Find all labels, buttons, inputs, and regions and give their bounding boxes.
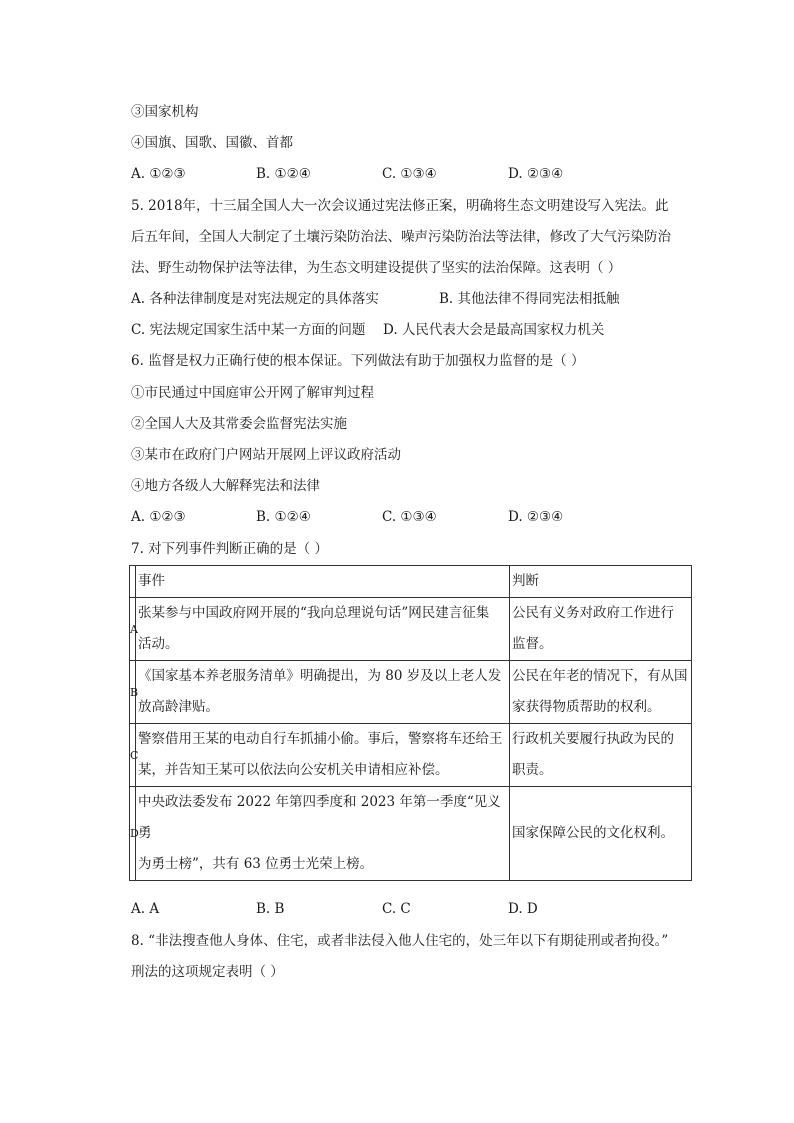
q7-row-event-line: 张某参与中国政府网开展的“我向总理说句话”网民建言征集 [138, 605, 490, 621]
q7-row-judge-line: 行政机关要履行执政为民的 [512, 731, 674, 747]
q4-option-c: C. ①③④ [382, 166, 437, 182]
q6-option-a: A. ①②③ [131, 509, 186, 525]
q7-row-event-line: 活动。 [138, 636, 179, 652]
q7-option-d: D. D [508, 901, 538, 917]
q7-table-row-a [130, 598, 692, 661]
q6-option-d: D. ②③④ [508, 509, 564, 525]
q7-row-event-line: 警察借用王某的电动自行车抓捕小偷。事后，警察将车还给王 [138, 731, 503, 747]
q4-option-a: A. ①②③ [131, 166, 186, 182]
q8-stem-line-2: 刑法的这项规定表明（ ） [131, 964, 284, 980]
q5-option-a: A. 各种法律制度是对宪法规定的具体落实 [131, 291, 379, 307]
q4-option-d: D. ②③④ [508, 166, 564, 182]
q4-item-3: ③国家机构 [131, 104, 199, 120]
q5-stem-line-3: 法、野生动物保护法等法律，为生态文明建设提供了坚实的法治保障。这表明（ ） [131, 260, 622, 276]
q4-option-b: B. ①②④ [256, 166, 311, 182]
q7-table [129, 565, 692, 881]
q7-row-judge [510, 724, 692, 787]
q6-item-1: ①市民通过中国庭审公开网了解审判过程 [131, 385, 374, 401]
q7-row-judge-line: 监督。 [512, 636, 553, 652]
q7-row-judge-line: 职责。 [512, 762, 553, 778]
q7-row-judge-line: 公民在年老的情况下，有从国 [512, 668, 688, 684]
q8-stem-line-1: 8. “非法搜查他人身体、住宅，或者非法侵入他人住宅的，处三年以下有期徒刑或者拘役。” [131, 933, 669, 949]
q6-option-c: C. ①③④ [382, 509, 437, 525]
q7-row-event-line: 为勇士榜”，共有 63 位勇士光荣上榜。 [138, 856, 374, 872]
q6-item-3: ③某市在政府门户网站开展网上评议政府活动 [131, 447, 401, 463]
q7-row-event [136, 787, 510, 881]
q7-row-label: C [130, 724, 136, 787]
q7-table-row-d [130, 787, 692, 881]
q7-row-judge-line: 公民有义务对政府工作进行 [512, 605, 674, 621]
q6-stem: 6. 监督是权力正确行使的根本保证。下列做法有助于加强权力监督的是（ ） [131, 353, 585, 369]
q5-option-c: C. 宪法规定国家生活中某一方面的问题 [131, 322, 366, 338]
q7-option-a: A. A [131, 901, 160, 917]
q6-option-b: B. ①②④ [256, 509, 311, 525]
q7-option-c: C. C [382, 901, 411, 917]
q7-row-judge-line: 国家保障公民的文化权利。 [512, 825, 674, 841]
q7-table-header-judge: 判断 [510, 566, 692, 598]
q7-row-judge-line: 家获得物质帮助的权利。 [512, 699, 661, 715]
q7-table-header-event: 事件 [136, 566, 510, 598]
q7-row-event-line: 放高龄津贴。 [138, 699, 219, 715]
q4-item-4: ④国旗、国歌、国徽、首都 [131, 135, 293, 151]
q7-row-event [136, 661, 510, 724]
q7-row-label: B [130, 661, 136, 724]
q7-table-row-b [130, 661, 692, 724]
q6-item-2: ②全国人大及其常委会监督宪法实施 [131, 416, 347, 432]
q7-stem: 7. 对下列事件判断正确的是（ ） [131, 541, 328, 557]
q7-row-event-line: 《国家基本养老服务清单》明确提出，为 80 岁及以上老人发 [138, 668, 502, 684]
q5-option-b: B. 其他法律不得同宪法相抵触 [439, 291, 620, 307]
q6-item-4: ④地方各级人大解释宪法和法律 [131, 478, 320, 494]
q7-row-label: A [130, 598, 136, 661]
q7-row-event [136, 724, 510, 787]
q7-table-row-c [130, 724, 692, 787]
q5-stem-line-2: 后五年间，全国人大制定了土壤污染防治法、噪声污染防治法等法律，修改了大气污染防治 [131, 229, 671, 245]
q7-row-judge [510, 787, 692, 881]
q7-row-event-line: 中央政法委发布 2022 年第四季度和 2023 年第一季度“见义勇 [138, 794, 501, 841]
q7-row-event-line: 某，并告知王某可以依法向公安机关申请相应补偿。 [138, 762, 449, 778]
q5-option-d: D. 人民代表大会是最高国家权力机关 [383, 322, 605, 338]
q5-stem-line-1: 5. 2018年，十三届全国人大一次会议通过宪法修正案，明确将生态文明建设写入宪法。此 [131, 198, 669, 214]
q7-row-judge [510, 598, 692, 661]
q7-row-event [136, 598, 510, 661]
q7-row-judge [510, 661, 692, 724]
q7-table-header-row [130, 566, 692, 598]
q7-row-label: D [130, 787, 136, 881]
q7-option-b: B. B [256, 901, 285, 917]
